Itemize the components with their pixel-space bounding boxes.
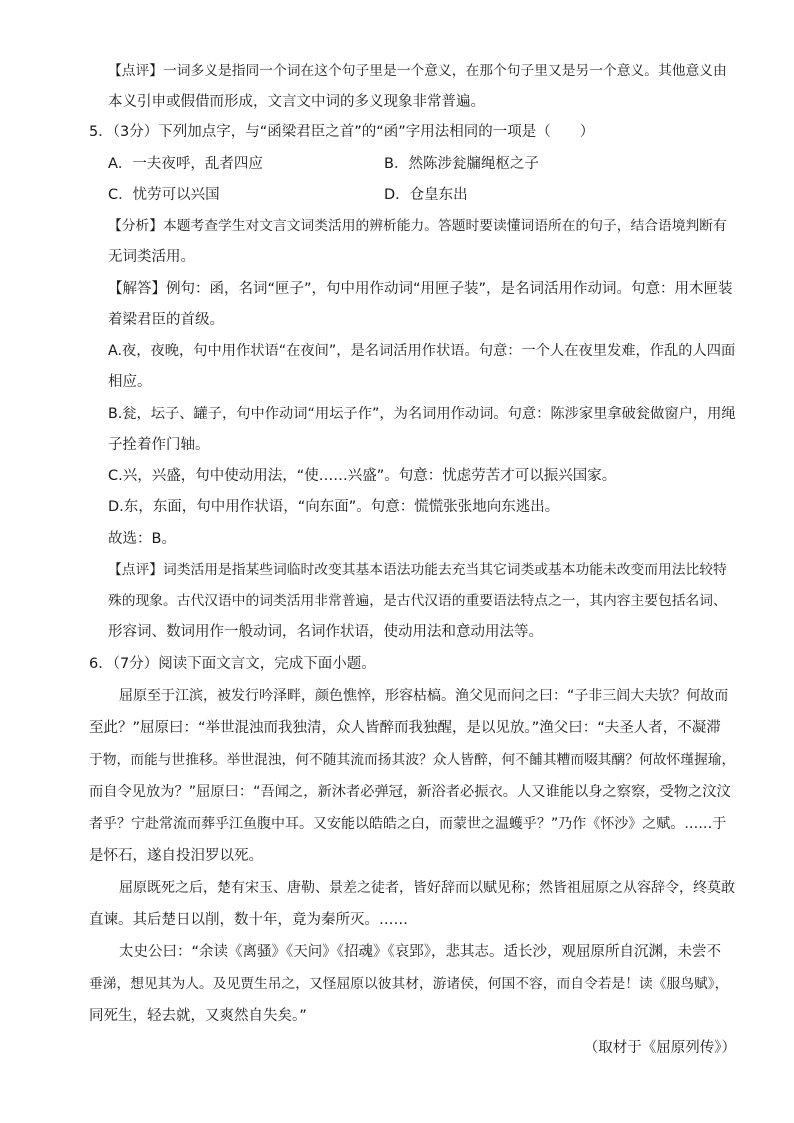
option-c: C．忧劳可以兴国 bbox=[108, 187, 220, 203]
passage-line: 者乎？宁赴常流而葬乎江鱼腹中耳。又安能以皓皓之白，而蒙世之温蠖乎？”乃作《怀沙》之赋。……于 bbox=[89, 816, 727, 832]
explanation-d-line: D.东，东面，句中用作状语，“向东面”。句意：慌慌张张地向东逃出。 bbox=[108, 499, 560, 515]
passage-source: （取材于《屈原列传》） bbox=[583, 1040, 736, 1056]
passage-line: 而自令见放为？”屈原曰：“吾闻之，新沐者必弹冠，新浴者必振衣。人又谁能以身之察察，受物之汶汶 bbox=[89, 784, 731, 800]
passage-line: 于物，而能与世推移。举世混浊，何不随其流而扬其波？众人皆醉，何不餔其糟而啜其醨？何故怀瑾握瑜， bbox=[89, 752, 736, 768]
passage-line: 同死生，轻去就，又爽然自失矣。” bbox=[89, 1008, 307, 1024]
option-b: B．然陈涉瓮牖绳枢之子 bbox=[384, 156, 539, 172]
answer-line: 【解答】例句：函，名词“匣子”，句中用作动词“用匣子装”，是名词活用作动词。句意：用木匣装 bbox=[108, 281, 733, 297]
explanation-b-line: B.瓮，坛子、罐子，句中作动词“用坛子作”，为名词用作动词。句意：陈涉家里拿破瓮做窗户，用绳 bbox=[108, 406, 736, 422]
analysis-line: 无词类活用。 bbox=[108, 249, 195, 265]
comment-line: 【点评】一词多义是指同一个词在这个句子里是一个意义，在那个句子里又是另一个意义。其他意义由 bbox=[108, 63, 727, 79]
explanation-a-line: 相应。 bbox=[108, 374, 152, 390]
passage-line: 是怀石，遂自投汨罗以死。 bbox=[89, 848, 263, 864]
comment-line: 殊的现象。古代汉语中的词类活用非常普遍，是古代汉语的重要语法特点之一，其内容主要包括名词、 bbox=[108, 593, 727, 609]
comment-line: 【点评】词类活用是指某些词临时改变其基本语法功能去充当其它词类或基本功能未改变而用法比较特 bbox=[108, 562, 727, 578]
passage-line: 直谏。其后楚日以削，数十年，竟为秦所灭。…… bbox=[89, 912, 408, 928]
passage-line: 屈原至于江滨，被发行吟泽畔，颜色憔悴，形容枯槁。渔父见而问之曰：“子非三闾大夫欤？何故而 bbox=[119, 688, 729, 704]
explanation-b-line: 子拴着作门轴。 bbox=[108, 437, 210, 453]
question-6-stem: 6．（7分）阅读下面文言文，完成下面小题。 bbox=[89, 656, 376, 672]
final-choice: 故选：B。 bbox=[108, 531, 176, 547]
comment-line: 本义引申或假借而形成，文言文中词的多义现象非常普遍。 bbox=[108, 94, 485, 110]
passage-line: 屈原既死之后，楚有宋玉、唐勒、景差之徒者，皆好辞而以赋见称；然皆祖屈原之从容辞令，终莫敢 bbox=[119, 880, 735, 896]
explanation-a-line: A.夜，夜晚，句中用作状语“在夜间”，是名词活用作状语。句意：一个人在夜里发难，作乱的人四面 bbox=[108, 343, 736, 359]
answer-line: 着梁君臣的首级。 bbox=[108, 312, 224, 328]
comment-line: 形容词、数词用作一般动词，名词作状语，使动用法和意动用法等。 bbox=[108, 624, 543, 640]
analysis-line: 【分析】本题考查学生对文言文词类活用的辨析能力。答题时要读懂词语所在的句子，结合语境判断有 bbox=[108, 218, 727, 234]
passage-line: 至此？”屈原曰：“举世混浊而我独清，众人皆醉而我独醒，是以见放。”渔父曰：“夫圣人者，不凝滞 bbox=[89, 720, 721, 736]
passage-line: 垂涕，想见其为人。及见贾生吊之，又怪屈原以彼其材，游诸侯，何国不容，而自令若是！读《服鸟赋》， bbox=[89, 976, 729, 992]
question-5-stem: 5．（3分）下列加点字，与“函梁君臣之首”的“函”字用法相同的一项是（ ） bbox=[89, 124, 595, 140]
option-a: A．一夫夜呼，乱者四应 bbox=[108, 156, 263, 172]
explanation-c-line: C.兴，兴盛，句中使动用法，“使……兴盛”。句意：忧虑劳苦才可以振兴国家。 bbox=[108, 468, 617, 484]
passage-line: 太史公曰：“余读《离骚》《天问》《招魂》《哀郢》，悲其志。适长沙，观屈原所自沉渊，未尝不 bbox=[119, 944, 722, 960]
option-d: D．仓皇东出 bbox=[384, 187, 468, 203]
